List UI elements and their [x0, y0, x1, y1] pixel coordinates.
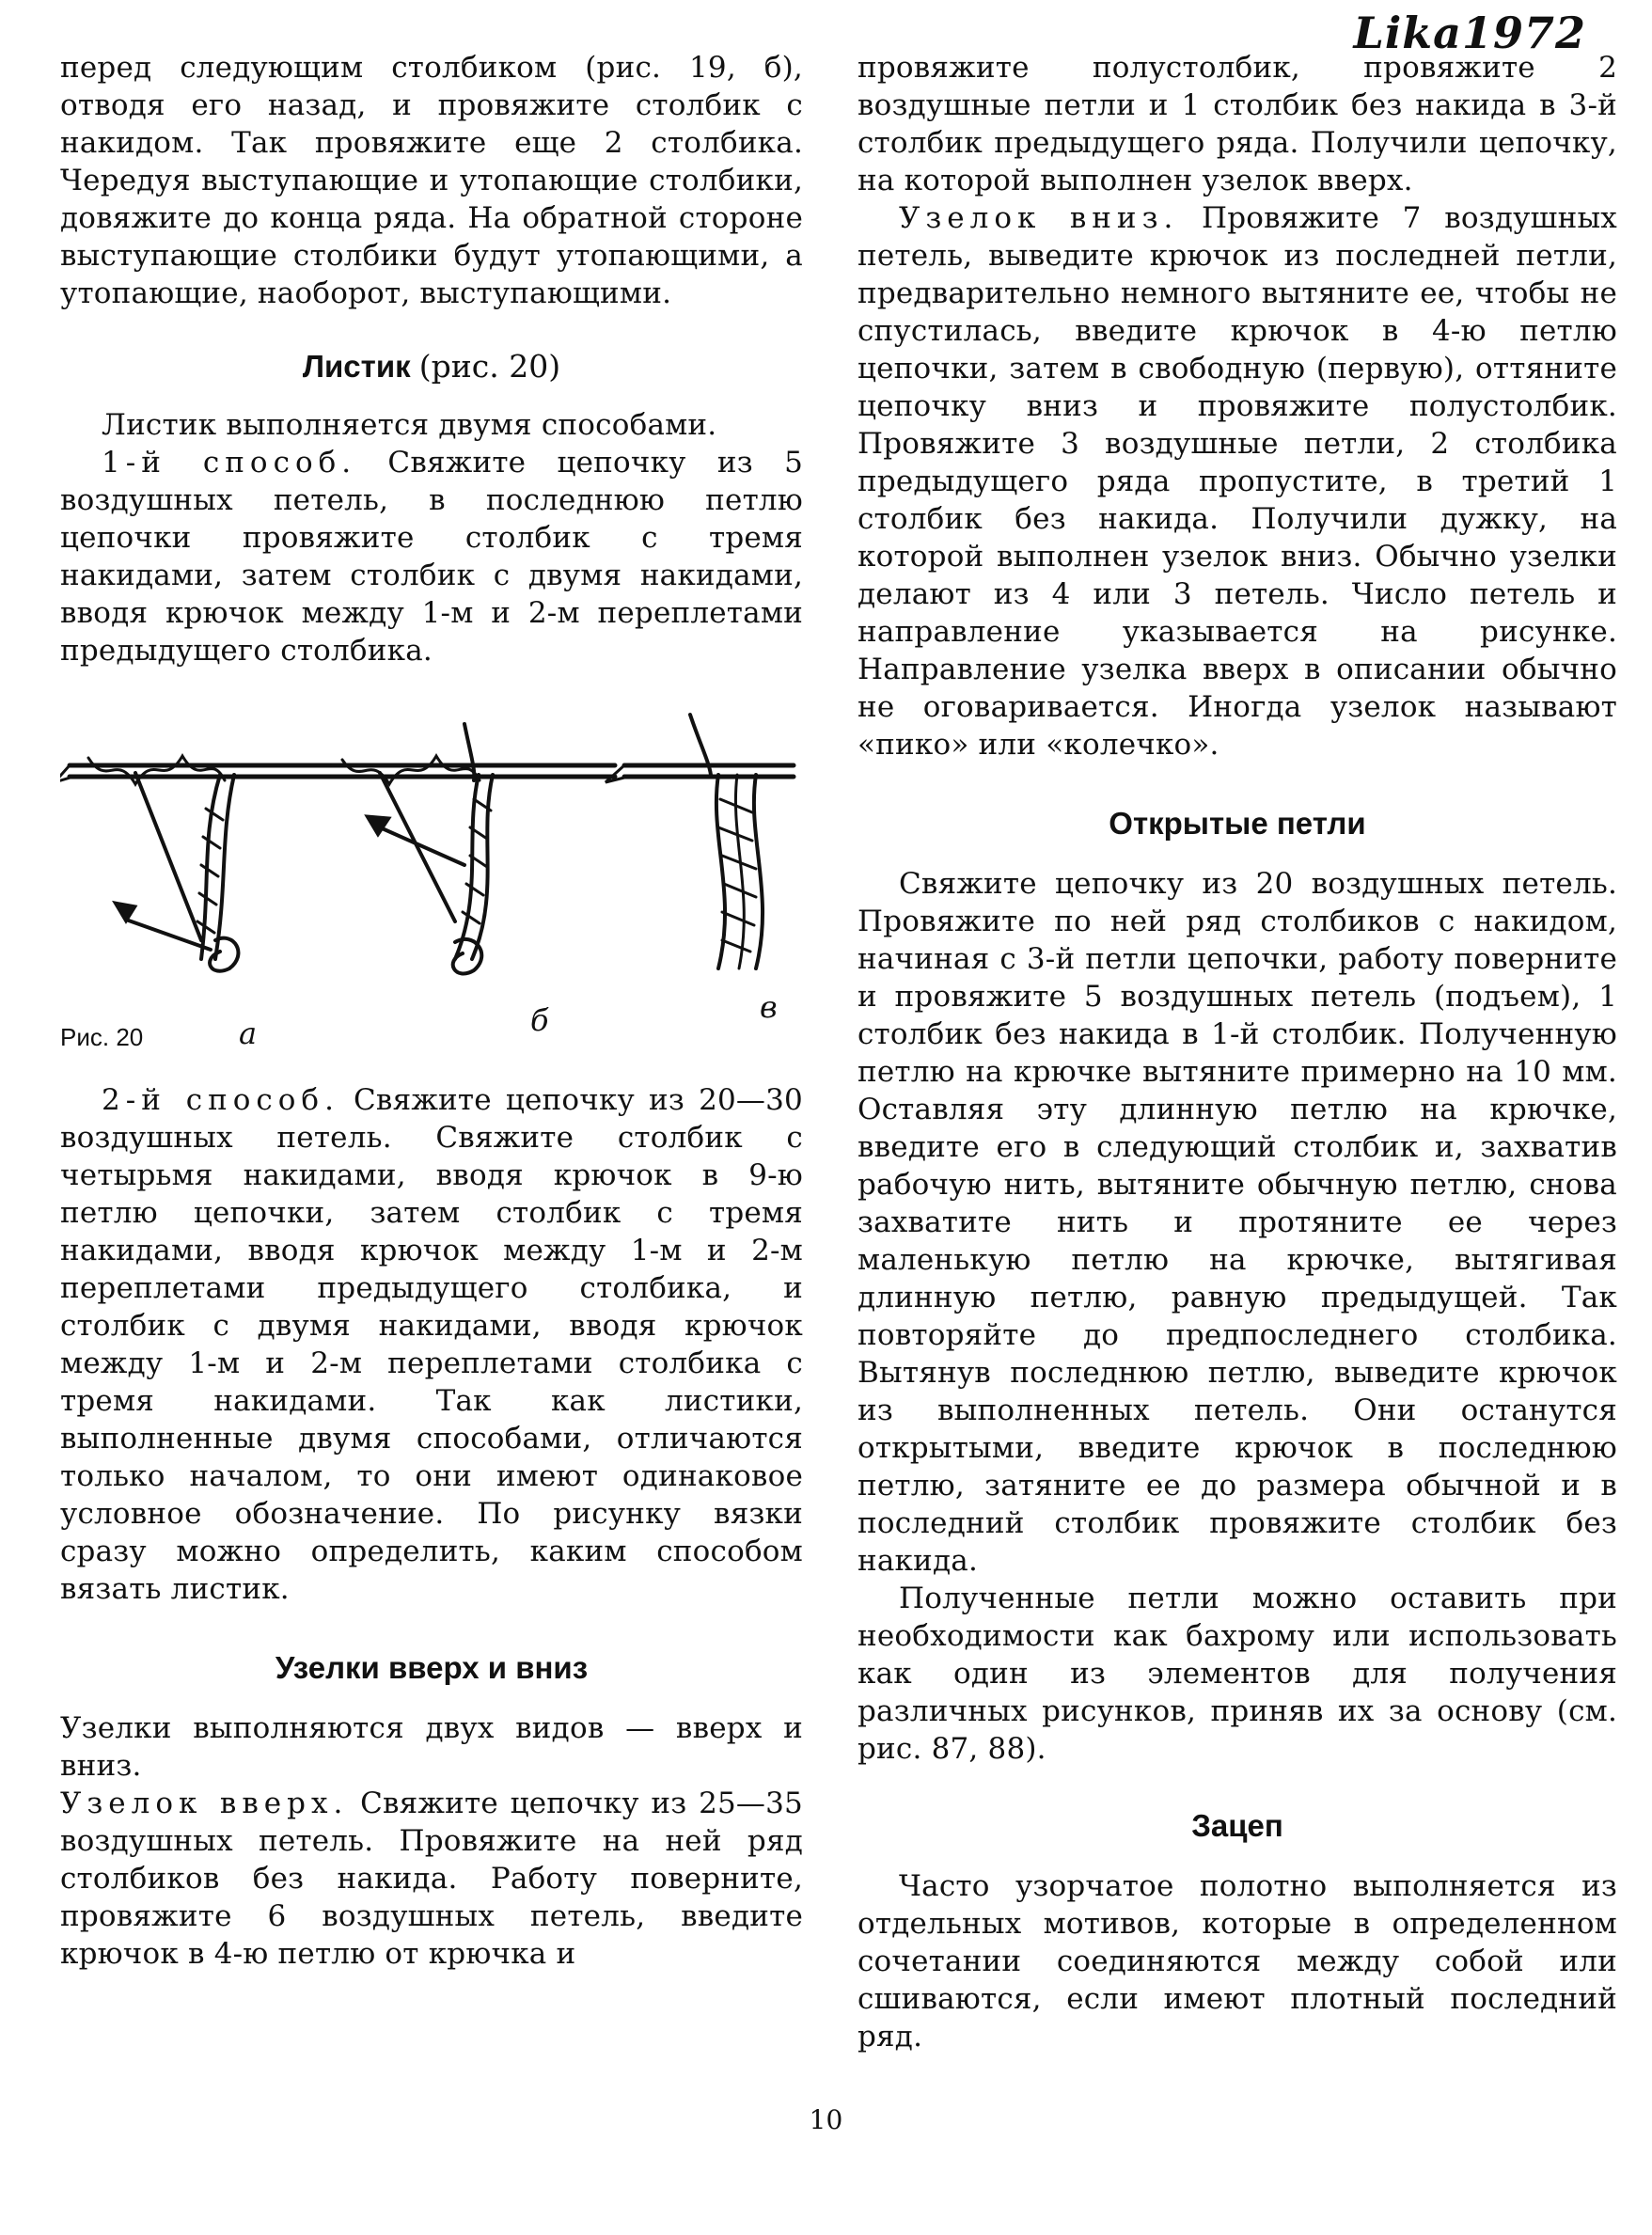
way-2-text: Свяжите цепочку из 20—30 воздушных петель. Свяжите столбик с четырьмя накидами, вводя крючок в 9-ю петлю цепочки, затем столбик с тремя накидами, вводя крючок между 1-м и 2-м переплетами предыдущего столбика, и столбик с двумя накидами, вводя крючок между 1-м и 2-м переплетами столбика с тремя накидами. Так как листики, выполненные двумя способами, отличаются только началом, то они имеют одинаковое условное обозначение. По рисунку вязки сразу можно определить, каким способом вязать листик.: [60, 1083, 803, 1606]
heading-uzelki: Узелки вверх и вниз: [275, 1650, 589, 1685]
paragraph-uzelok-up: [60, 1785, 803, 1973]
paragraph-uzelok-down: [857, 199, 1617, 763]
heading-listik-figure-ref: (рис. 20): [418, 348, 561, 385]
page-number: 10: [809, 2104, 843, 2135]
paragraph-uzelok-up-continued: провяжите полустолбик, провяжите 2 воздушные петли и 1 столбик без накида в 3-й столбик предыдущего ряда. Получили цепочку, на которой выполнен узелок вверх.: [857, 51, 1617, 197]
heading-zatsep: Зацеп: [1191, 1808, 1283, 1843]
way-1-text: Свяжите цепочку из 5 воздушных петель, в последнюю петлю цепочки провяжите столбик с тремя накидами, затем столбик с двумя накидами, вводя крючок между 1-м и 2-м переплетами предыдущего столбика.: [60, 446, 803, 668]
figure-20-caption: Рис. 20: [60, 1023, 144, 1051]
figure-20-illustration: [60, 696, 803, 1015]
heading-open-loops: Открытые петли: [1109, 806, 1366, 841]
left-column: [60, 49, 803, 1973]
figure-label-b: б: [530, 1002, 549, 1038]
paragraph-uzelki-intro: Узелки выполняются двух видов — вверх и вниз.: [60, 1711, 803, 1783]
paragraph-open-loops-usage: Полученные петли можно оставить при необходимости как бахрому или использовать как один из элементов для получения различных рисунков, приняв их за основу (см. рис. 87, 88).: [857, 1582, 1617, 1766]
hook-b-drawing: [333, 724, 615, 974]
uzelok-up-label: Узелок вверх.: [60, 1786, 349, 1820]
watermark-signature: Lika1972: [1353, 8, 1586, 58]
uzelok-up-text: Свяжите цепочку из 25—35 воздушных петель. Провяжите на ней ряд столбиков без накида. Работу поверните, провяжите 6 воздушных петель, введите крючок в 4-ю петлю от крючка и: [60, 1786, 803, 1971]
uzelok-down-label: Узелок вниз.: [899, 201, 1179, 235]
figure-label-v: в: [760, 989, 778, 1025]
heading-listik-title: Листик: [302, 349, 411, 384]
figure-label-a: а: [239, 1015, 258, 1051]
paragraph-way-1: [60, 444, 803, 669]
paragraph-open-loops: Свяжите цепочку из 20 воздушных петель. Провяжите по ней ряд столбиков с накидом, начиная с 3-й петли цепочки, работу поверните и провяжите 5 воздушных петель (подъем), 1 столбик без накида в 1-й столбик. Полученную петлю на крючке вытяните примерно на 10 мм. Оставляя эту длинную петлю на крючке, введите его в следующий столбик и, захватив рабочую нить, вытяните обычную петлю, снова захватите нить и протяните ее через маленькую петлю на крючке, вытягивая длинную петлю, равную предыдущей. Так повторяйте до предпоследнего столбика. Вытянув последнюю петлю, выведите крючок из выполненных петель. Они останутся открытыми, введите крючок в последнюю петлю, затяните ее до размера обычной и в последний столбик провяжите столбик без накида.: [857, 867, 1617, 1578]
heading-listik: [60, 348, 803, 386]
hook-c-drawing: [606, 715, 794, 968]
paragraph-zatsep: Часто узорчатое полотно выполняется из отдельных мотивов, которые в определенном сочетании соединяются между собой или сшиваются, если имеют плотный последний ряд.: [857, 1869, 1617, 2054]
way-2-label: 2-й способ.: [102, 1083, 339, 1117]
paragraph-intro-continued: перед следующим столбиком (рис. 19, б), отводя его назад, и провяжите столбик с накидом. Так провяжите еще 2 столбика. Чередуя выступающие и утопающие столбики, довяжите до конца ряда. На обратной стороне выступающие столбики будут утопающими, а утопающие, наоборот, выступающими.: [60, 51, 803, 310]
figure-20: [60, 696, 803, 1081]
uzelok-down-text: Провяжите 7 воздушных петель, выведите крючок из последней петли, предварительно немного вытяните ее, чтобы не спустилась, введите крючок в 4-ю петлю цепочки, затем в свободную (первую), оттяните цепочку вниз и провяжите полустолбик. Провяжите 3 воздушные петли, 2 столбика предыдущего ряда пропустите, в третий 1 столбик без накида. Получили дужку, на которой выполнен узелок вниз. Обычно узелки делают из 4 или 3 петель. Число петель и направление указывается на рисунке. Направление узелка вверх в описании обычно не оговаривается. Иногда узелок называют «пико» или «колечко».: [857, 201, 1617, 762]
paragraph-way-2: [60, 1081, 803, 1608]
way-1-label: 1-й способ.: [102, 446, 357, 480]
right-column: [857, 49, 1617, 2055]
hook-a-drawing: [60, 756, 370, 971]
paragraph-listik-intro: Листик выполняется двумя способами.: [102, 408, 717, 442]
